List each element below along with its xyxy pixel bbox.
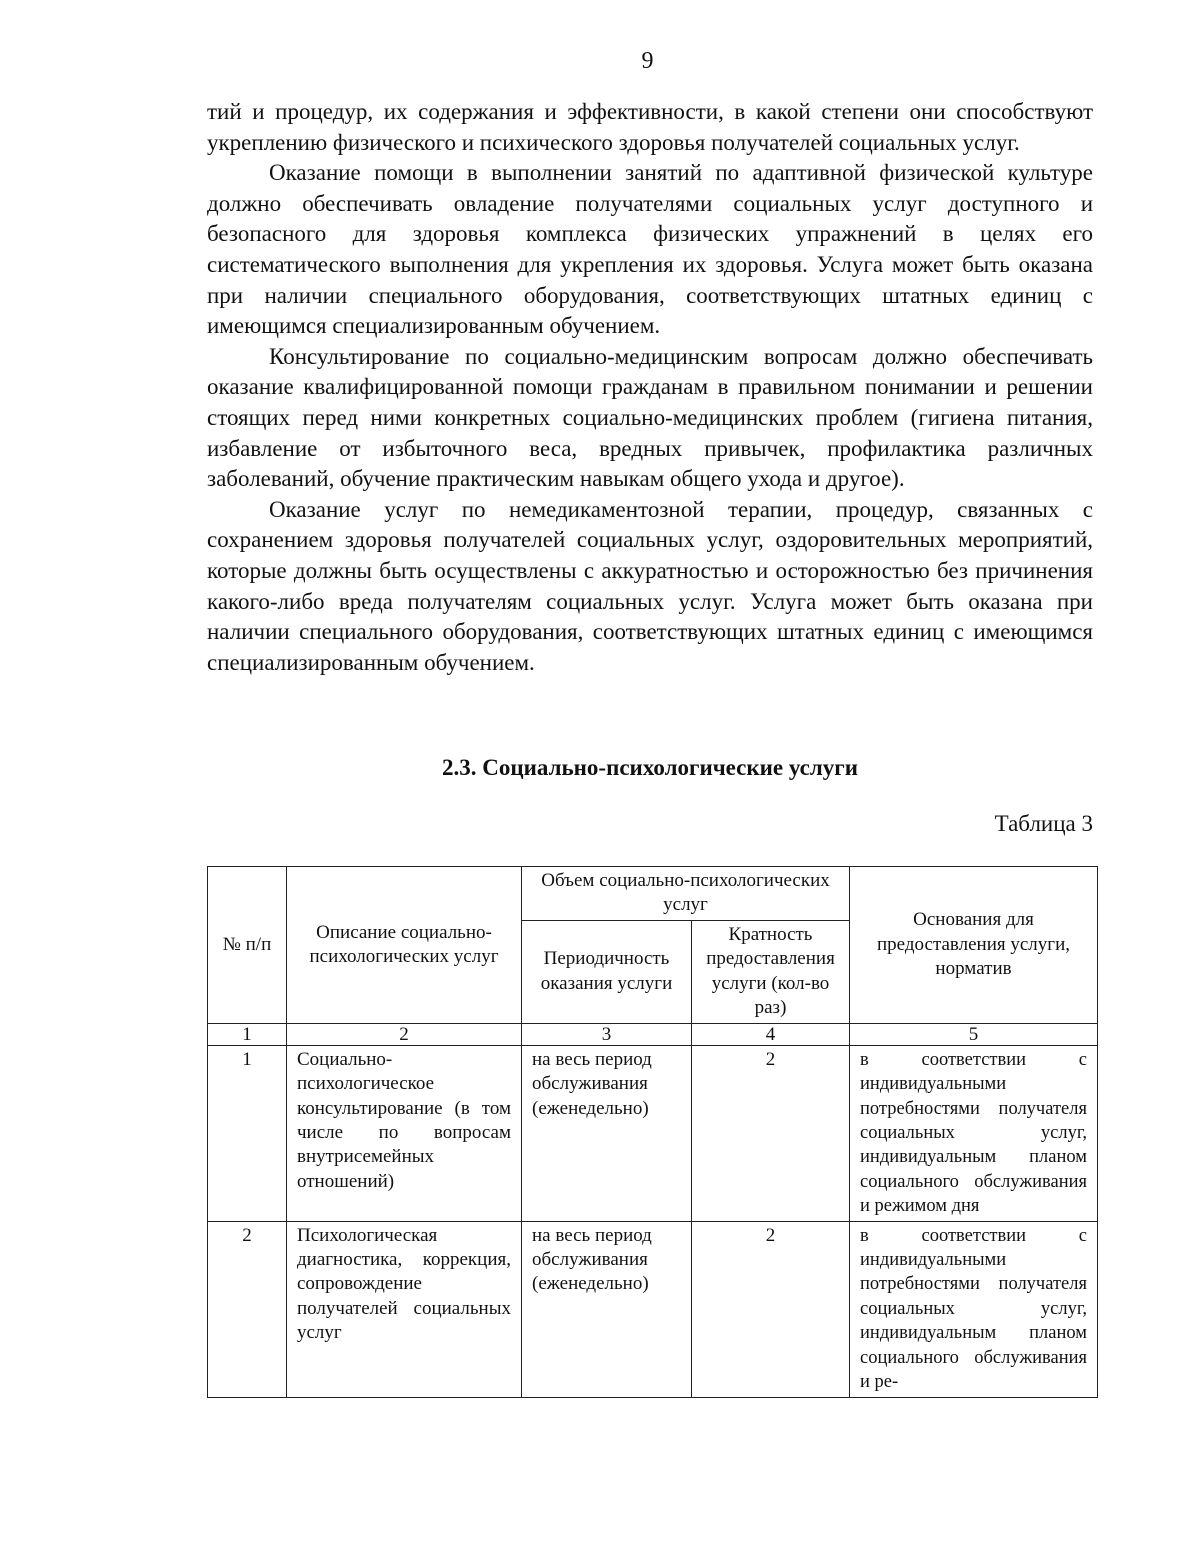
- row-multiplicity: 2: [692, 1045, 850, 1221]
- column-number: 2: [287, 1023, 522, 1045]
- header-periodicity: Периодичность оказания услуги: [522, 920, 692, 1023]
- table-row: [208, 1045, 1098, 1221]
- row-periodicity: на весь период обслуживания (еженедельно): [522, 1045, 692, 1221]
- row-basis: в соответствии с индивидуальными потребностями получателя социальных услуг, индивидуальным планом социального обслуживания и режимом дня: [850, 1045, 1098, 1221]
- header-basis: Основания для предоставления услуги, норматив: [850, 867, 1098, 1024]
- paragraph: Оказание услуг по немедикаментозной терапии, процедур, связанных с сохранением здоровья получателей социальных услуг, оздоровительных мероприятий, которые должны быть осуществлены с аккуратностью и осторожностью без причинения какого-либо вреда получателям социальных услуг. Услуга может быть оказана при наличии специального оборудования, соответствующих штатных единиц с имеющимся специализированным обучением.: [207, 496, 1093, 675]
- table-row: [208, 1221, 1098, 1397]
- section-title: 2.3. Социально-психологические услуги: [442, 755, 858, 780]
- column-number: 1: [208, 1023, 287, 1045]
- row-basis: в соответствии с индивидуальными потребностями получателя социальных услуг, индивидуальным планом социального обслуживания и ре-: [850, 1221, 1098, 1397]
- services-table: [207, 866, 1098, 1398]
- page-number: 9: [641, 48, 654, 74]
- paragraph: Консультирование по социально-медицинским вопросам должно обеспечивать оказание квалифицированной помощи гражданам в правильном понимании и решении стоящих перед ними конкретных социально-медицинских проблем (гигиена питания, избавление от избыточного веса, вредных привычек, профилактика различных заболеваний, обучение практическим навыкам общего ухода и другое).: [207, 343, 1093, 492]
- header-multiplicity: Кратность предоставления услуги (кол-во раз): [692, 920, 850, 1023]
- column-number: 3: [522, 1023, 692, 1045]
- row-description: Психологическая диагностика, коррекция, сопровождение получателей социальных услуг: [287, 1221, 522, 1397]
- column-number: 5: [850, 1023, 1098, 1045]
- table-header-row: [208, 867, 1098, 921]
- column-number: 4: [692, 1023, 850, 1045]
- paragraph: тий и процедур, их содержания и эффективности, в какой степени они способствуют укреплению физического и психического здоровья получателей социальных услуг.: [207, 99, 1093, 155]
- row-periodicity: на весь период обслуживания (еженедельно): [522, 1221, 692, 1397]
- row-num: 2: [208, 1221, 287, 1397]
- row-num: 1: [208, 1045, 287, 1221]
- header-num: № п/п: [208, 867, 287, 1024]
- row-description: Социально-психологическое консультирование (в том числе по вопросам внутрисемейных отношений): [287, 1045, 522, 1221]
- table-label: Таблица 3: [994, 811, 1093, 836]
- paragraph: Оказание помощи в выполнении занятий по адаптивной физической культуре должно обеспечивать овладение получателями социальных услуг доступного и безопасного для здоровья комплекса физических упражнений в целях его систематического выполнения для укрепления их здоровья. Услуга может быть оказана при наличии специального оборудования, соответствующих штатных единиц с имеющимся специализированным обучением.: [207, 160, 1093, 339]
- row-multiplicity: 2: [692, 1221, 850, 1397]
- header-description: Описание социально-психологических услуг: [287, 867, 522, 1024]
- body-text: [207, 97, 1093, 678]
- header-volume: Объем социально-психологических услуг: [522, 867, 850, 921]
- column-numbers-row: [208, 1023, 1098, 1045]
